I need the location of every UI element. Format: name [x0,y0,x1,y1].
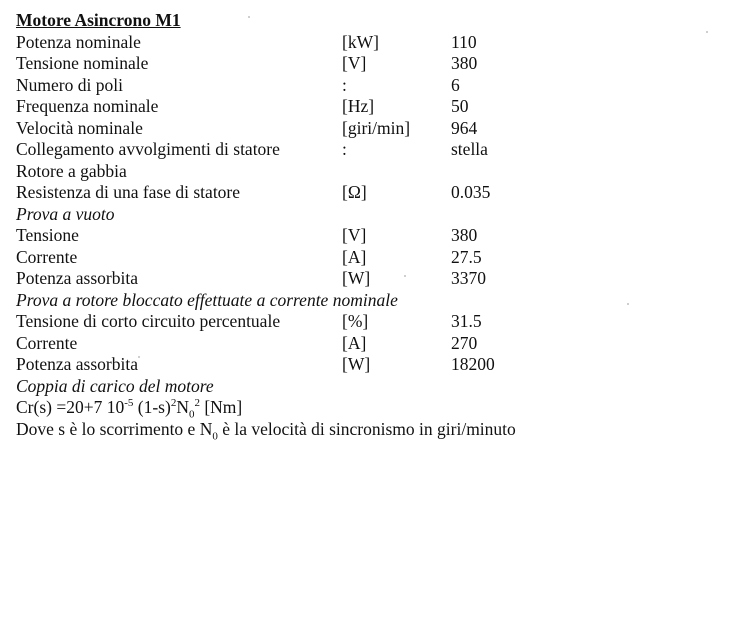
formula-note [16,419,736,441]
row-unit: [Hz] [342,96,375,116]
nameplate-row [16,118,736,140]
row-value: 27.5 [451,246,482,267]
test-row [16,268,736,290]
row-label: Resistenza di una fase di statore [16,182,241,202]
nameplate-row [16,75,736,97]
note-subscript: 0 [212,430,218,442]
scan-speck [627,303,629,305]
test-row [16,311,736,333]
note-text: Dove s è lo scorrimento e N [16,418,213,439]
row-value: 964 [451,117,478,138]
row-label: Tensione di corto circuito percentuale [16,311,281,331]
row-unit: [giri/min] [342,117,411,138]
row-value: 110 [451,31,477,52]
nameplate-section [16,32,736,204]
row-label: Tensione nominale [16,53,149,73]
row-label: Tensione [16,225,79,245]
row-unit: [A] [342,246,367,267]
section-heading: Prova a vuoto [16,203,115,224]
row-value: 380 [451,53,478,73]
row-label: Collegamento avvolgimenti di statore [16,139,280,159]
document-title: Motore Asincrono M1 [16,10,181,30]
row-value: 31.5 [451,311,482,331]
row-unit: [W] [342,268,371,288]
row-value: 270 [451,332,478,353]
formula-exponent: 2 [194,397,200,410]
formula-exponent: -5 [124,397,134,410]
motor-datasheet [16,10,736,440]
row-label: Rotore a gabbia [16,160,127,181]
formula-text: Cr(s) =20+7 10 [16,397,125,417]
row-label: Potenza assorbita [16,354,138,374]
row-value: 50 [451,96,469,116]
row-label: Velocità nominale [16,117,143,138]
test-row [16,247,736,269]
test-row [16,225,736,247]
formula-text: N [176,397,189,417]
scan-speck [404,275,406,277]
row-unit: [kW] [342,31,379,52]
test-row [16,333,736,355]
row-unit: [V] [342,225,367,245]
section-heading: Prova a rotore bloccato effettuate a corrente nominale [16,289,398,310]
row-label: Corrente [16,332,78,353]
load-torque-section [16,376,736,441]
nameplate-row [16,182,736,204]
no-load-test-section [16,204,736,290]
row-value: 6 [451,74,460,95]
nameplate-row [16,32,736,54]
nameplate-row [16,53,736,75]
row-value: 0.035 [451,182,491,202]
formula-text: (1-s) [133,397,171,417]
row-label: Potenza assorbita [16,268,138,288]
row-unit: [A] [342,332,367,353]
row-value: 380 [451,225,478,245]
row-unit: [W] [342,354,371,374]
row-value: 18200 [451,354,495,374]
section-heading: Coppia di carico del motore [16,375,214,396]
scan-speck [248,16,250,18]
row-label: Numero di poli [16,74,123,95]
row-label: Corrente [16,246,78,267]
nameplate-row [16,139,736,161]
load-torque-formula [16,397,736,419]
row-value: stella [451,139,488,159]
test-row [16,354,736,376]
scan-speck [138,356,140,358]
row-unit: [V] [342,53,367,73]
nameplate-row [16,96,736,118]
formula-text: [Nm] [199,397,243,417]
formula-exponent: 2 [170,397,177,410]
row-value: 3370 [451,268,486,288]
formula-subscript: 0 [188,408,195,421]
row-label: Frequenza nominale [16,96,159,116]
row-label: Potenza nominale [16,31,141,52]
note-text: è la velocità di sincronismo in giri/minuto [217,418,516,439]
row-unit: [%] [342,311,369,331]
scan-speck [706,31,708,33]
row-unit: [Ω] [342,182,367,202]
row-unit: : [342,139,347,159]
nameplate-row [16,161,736,183]
row-unit: : [342,74,347,95]
